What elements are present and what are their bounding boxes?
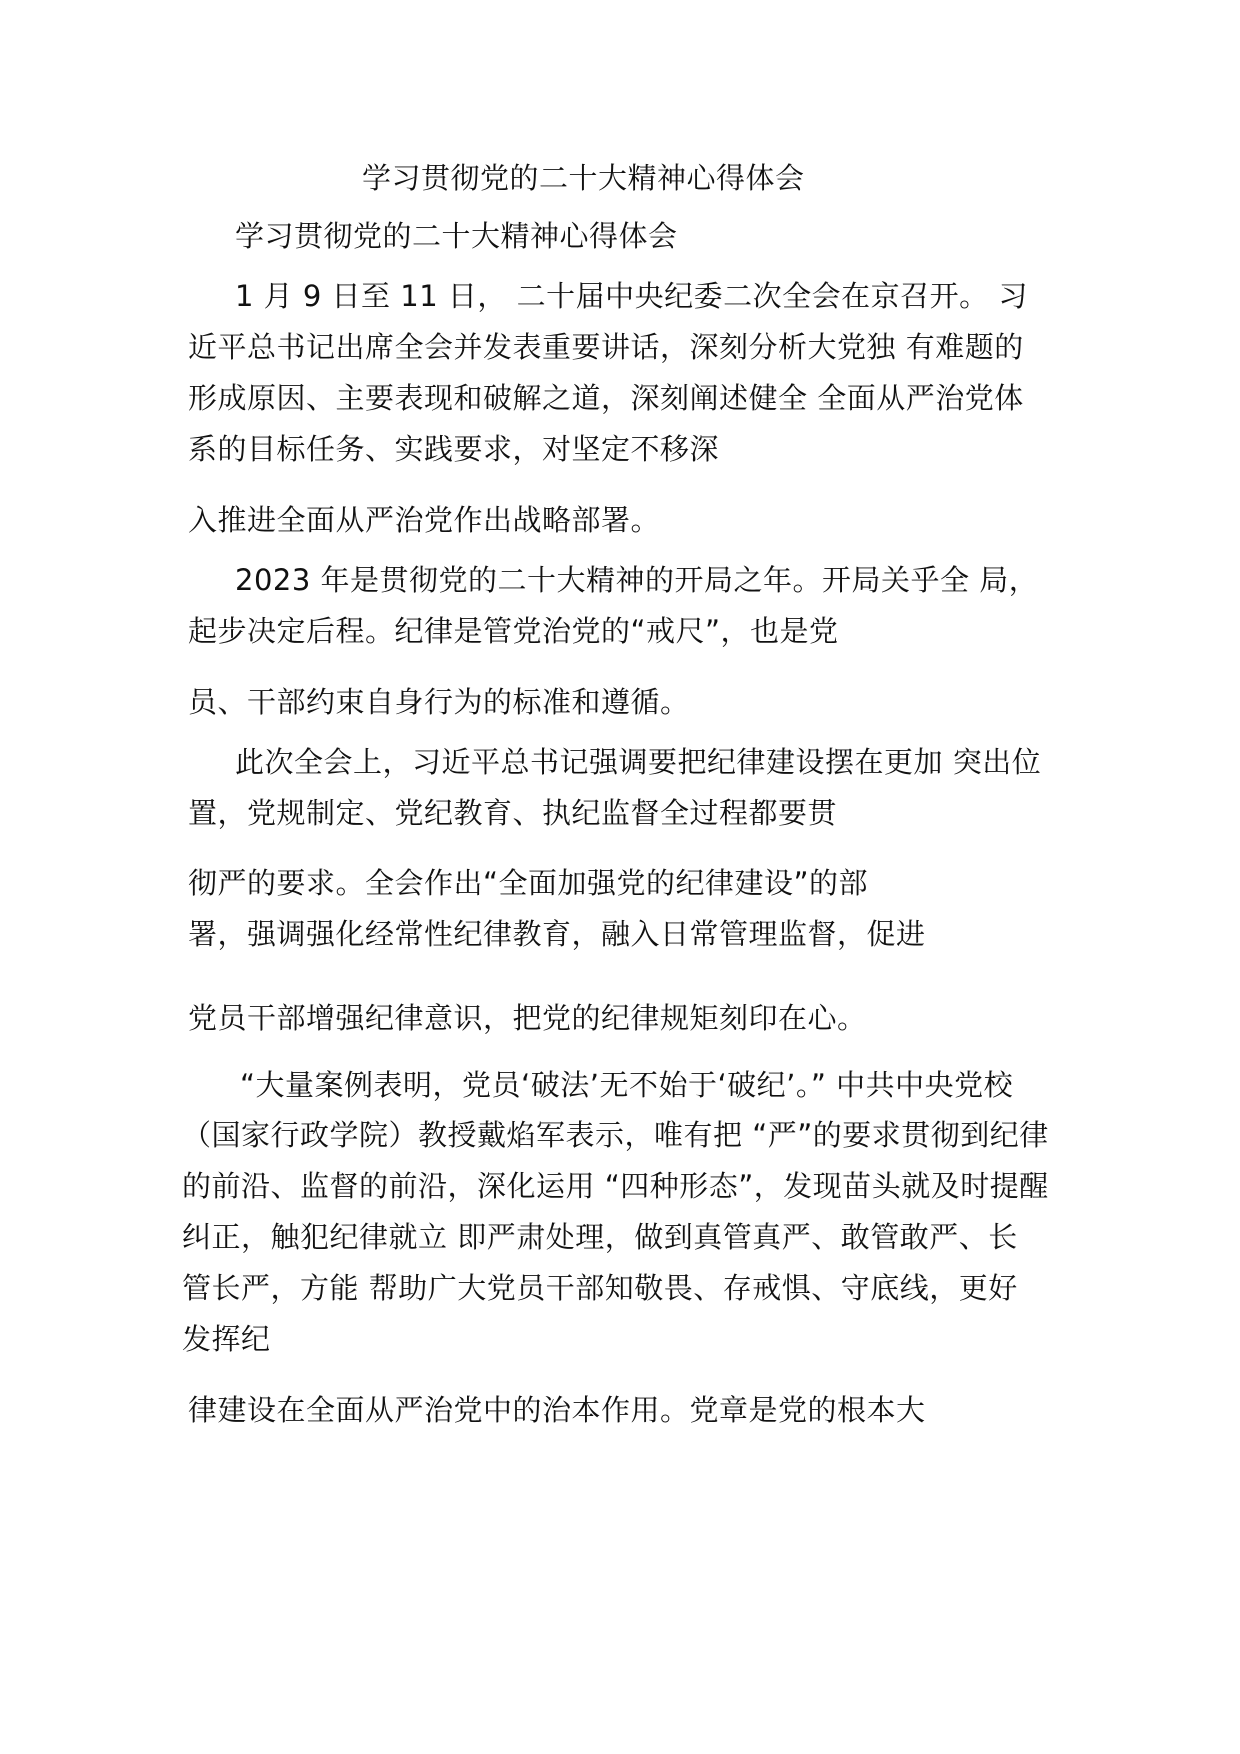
paragraph-line: 近平总书记出席全会并发表重要讲话，深刻分析大党独 有难题的 [188, 330, 1024, 364]
paragraph-line: 的前沿、监督的前沿，深化运用 “四种形态”，发现苗头就及时提醒 [182, 1169, 1049, 1203]
paragraph-line: 律建设在全面从严治党中的治本作用。党章是党的根本大 [188, 1393, 926, 1427]
paragraph-line: 此次全会上，习近平总书记强调要把纪律建设摆在更加 突出位 [235, 745, 1042, 779]
paragraph-line: （国家行政学院）教授戴焰军表示，唯有把 “严”的要求贯彻到纪律 [182, 1118, 1049, 1152]
paragraph-line: 纠正，触犯纪律就立 即严肃处理，做到真管真严、敢管敢严、长 [182, 1220, 1018, 1254]
paragraph-line: “大量案例表明，党员‘破法’无不始于‘破纪’。” 中共中央党校 [240, 1068, 1014, 1102]
paragraph-line: 署，强调强化经常性纪律教育，融入日常管理监督，促进 [188, 917, 926, 951]
paragraph-line: 入推进全面从严治党作出战略部署。 [188, 503, 661, 537]
paragraph-line: 彻严的要求。全会作出“全面加强党的纪律建设”的部 [188, 866, 869, 900]
paragraph-line: 管长严，方能 帮助广大党员干部知敬畏、存戒惧、守底线，更好 [182, 1271, 1018, 1305]
paragraph-line: 置，党规制定、党纪教育、执纪监督全过程都要贯 [188, 796, 838, 830]
document-title: 学习贯彻党的二十大精神心得体会 [362, 161, 805, 195]
paragraph-line: 起步决定后程。纪律是管党治党的“戒尺”，也是党 [188, 614, 839, 648]
document-subtitle: 学习贯彻党的二十大精神心得体会 [235, 219, 678, 253]
paragraph-line: 2023 年是贯彻党的二十大精神的开局之年。开局关乎全 局， [235, 563, 1039, 597]
paragraph-line: 员、干部约束自身行为的标准和遵循。 [188, 685, 690, 719]
paragraph-line: 党员干部增强纪律意识，把党的纪律规矩刻印在心。 [188, 1001, 867, 1035]
paragraph-line: 系的目标任务、实践要求，对坚定不移深 [188, 432, 720, 466]
paragraph-line: 形成原因、主要表现和破解之道，深刻阐述健全 全面从严治党体 [188, 381, 1024, 415]
paragraph-line: 发挥纪 [182, 1322, 271, 1356]
paragraph-line: 1 月 9 日至 11 日， 二十届中央纪委二次全会在京召开。 习 [235, 279, 1028, 313]
